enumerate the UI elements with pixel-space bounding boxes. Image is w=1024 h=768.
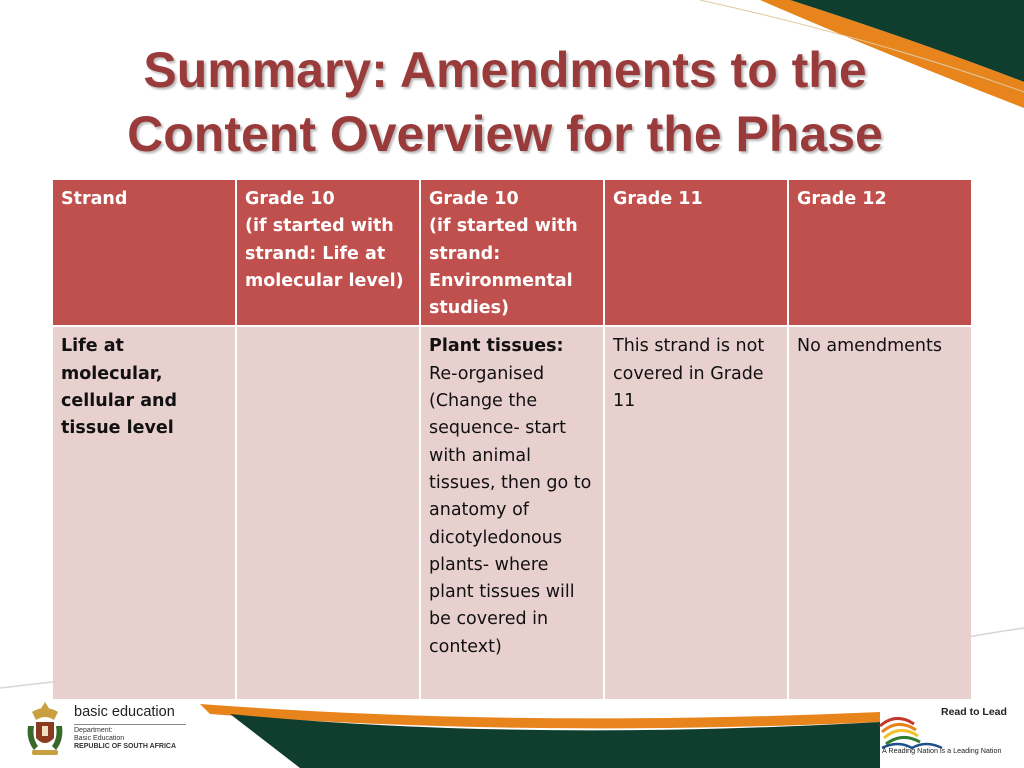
column-header-sublabel: (if started with strand: Environmental studies) [429, 216, 578, 319]
dept-line-3: REPUBLIC OF SOUTH AFRICA [74, 743, 177, 750]
cell-grade12 [789, 327, 971, 699]
slide-title [40, 38, 970, 166]
column-header-grade11 [605, 180, 787, 325]
slide-title-line-1: Summary: Amendments to the [143, 42, 867, 98]
cell-text: This strand is not covered in Grade 11 [613, 336, 765, 412]
column-header-sublabel: (if started with strand: Life at molecular level) [245, 216, 404, 291]
dept-line-2: Basic Education [74, 735, 125, 742]
dept-line-1: Department: [74, 727, 113, 734]
cell-strand [53, 327, 235, 699]
cell-grade10-environmental [421, 327, 603, 699]
read-to-lead-logo [870, 700, 1018, 762]
column-header-grade12 [789, 180, 971, 325]
open-book-icon [876, 704, 948, 752]
strand-name: Life at molecular, cellular and tissue level [61, 336, 178, 439]
cell-text: Re-organised (Change the sequence- start with animal tissues, then go to anatomy of dicotyledonous plants- where plant tissues will be covered in context) [429, 363, 592, 657]
table-row [53, 327, 971, 699]
slide-title-line-2: Content Overview for the Phase [127, 106, 883, 162]
column-header-label: Grade 12 [797, 189, 887, 209]
column-header-strand [53, 180, 235, 325]
read-to-lead-label: Read to Lead [941, 706, 1007, 718]
topic-label: Plant tissues: [429, 336, 564, 357]
column-header-label: Grade 10 [429, 189, 519, 209]
dept-divider [74, 724, 186, 725]
column-header-label: Grade 11 [613, 189, 703, 209]
cell-text: No amendments [797, 336, 942, 357]
read-to-lead-tagline: A Reading Nation is a Leading Nation [882, 746, 1002, 755]
column-header-label: Grade 10 [245, 189, 335, 209]
amendments-table [51, 178, 973, 701]
cell-grade11 [605, 327, 787, 699]
column-header-label: Strand [61, 189, 128, 209]
basic-education-logo [20, 700, 190, 762]
cell-grade10-molecular [237, 327, 419, 699]
coat-of-arms-icon [24, 700, 66, 758]
column-header-grade10-environmental [421, 180, 603, 325]
column-header-grade10-molecular [237, 180, 419, 325]
table-header-row [53, 180, 971, 325]
dept-name: basic education [74, 704, 175, 720]
